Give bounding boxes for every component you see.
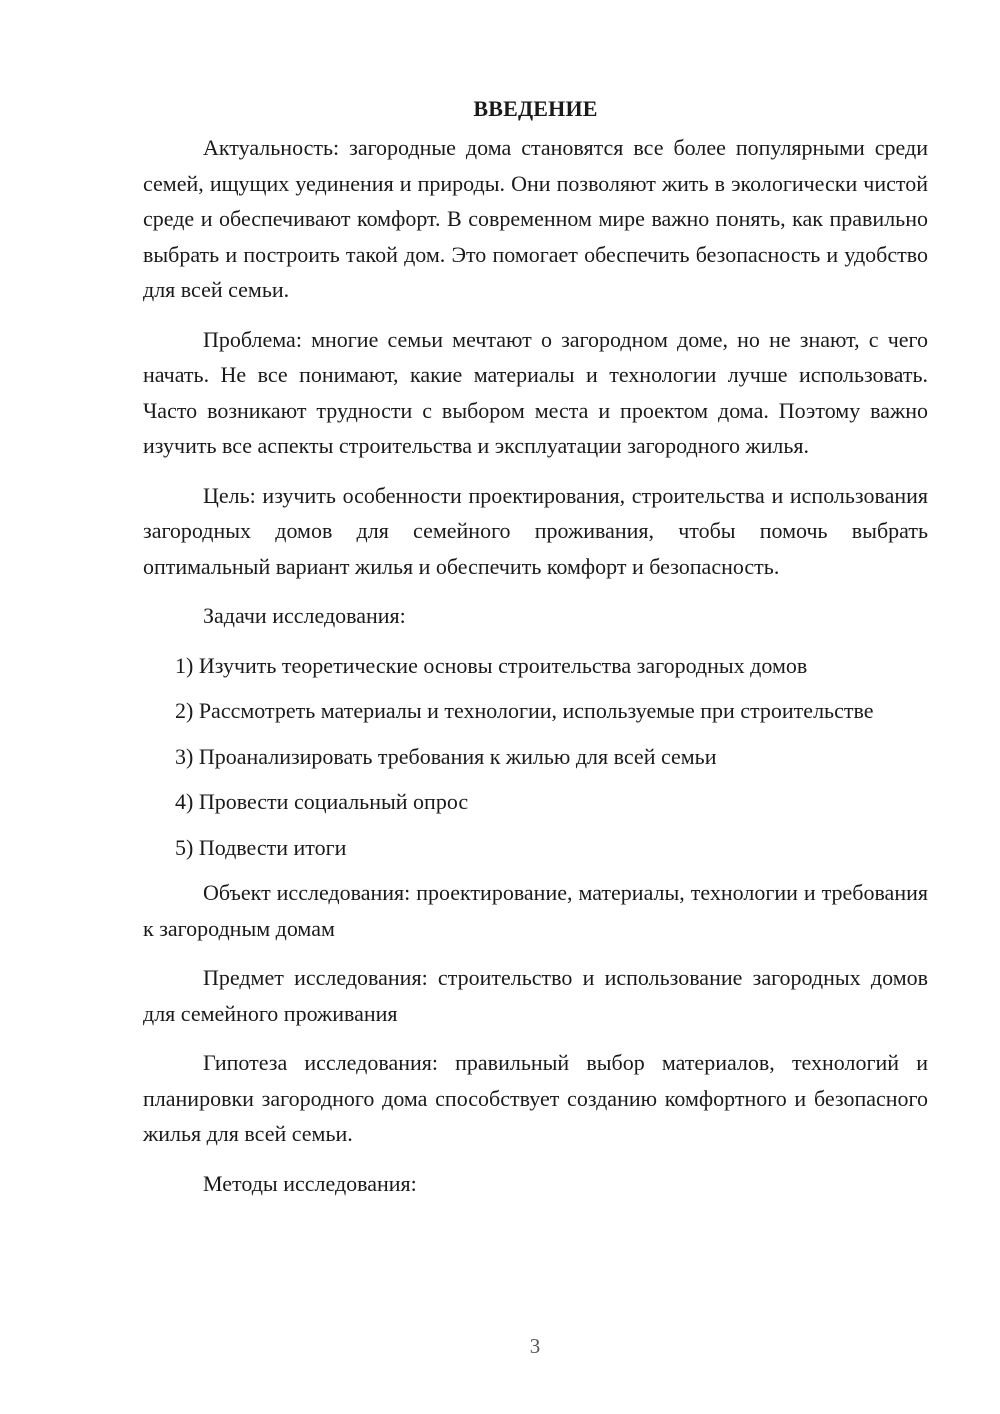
methods-title: Методы исследования: (203, 1170, 417, 1196)
task-item-1: 1) Изучить теоретические основы строительства загородных домов (175, 652, 808, 678)
task-item-3: 3) Проанализировать требования к жилью для всей семьи (175, 743, 717, 769)
page-number: 3 (529, 1334, 541, 1358)
tasks-title: Задачи исследования: (203, 603, 406, 628)
task-item-4: 4) Провести социальный опрос (175, 789, 469, 814)
paragraph-goal: Цель: изучить особенности проектирования, строительства и использования загородных домов для семейного проживания, чтобы помочь выбрать оптимальный вариант жилья и обеспечить комфорт и безопасность. (143, 482, 928, 579)
task-item-2: 2) Рассмотреть материалы и технологии, используемые при строительстве (175, 698, 874, 723)
paragraph-hypothesis: Гипотеза исследования: правильный выбор материалов, технологий и планировки загородного дома способствует созданию комфортного и безопасного жилья для всей семьи. (143, 1050, 928, 1146)
paragraph-subject: Предмет исследования: строительство и использование загородных домов для семейного проживания (143, 965, 928, 1026)
section-heading: ВВЕДЕНИЕ (473, 96, 598, 121)
paragraph-problem: Проблема: многие семьи мечтают о загородном доме, но не знают, с чего начать. Не все понимают, какие материалы и технологии лучше использовать. Часто возникают трудности с выбором места и проектом дома. Поэтому важно изучить все аспекты строительства и эксплуатации загородного жилья. (143, 326, 928, 458)
paragraph-object: Объект исследования: проектирование, материалы, технологии и требования к загородным домам (143, 880, 928, 941)
document-page (143, 92, 928, 1215)
paragraph-relevance: Актуальность: загородные дома становятся все более популярными среди семей, ищущих уединения и природы. Они позволяют жить в экологически чистой среде и обеспечивают комфорт. В современном мире важно понять, как правильно выбрать и построить такой дом. Это помогает обеспечить безопасность и удобство для всей семьи. (143, 135, 928, 302)
task-item-5: 5) Подвести итоги (175, 834, 347, 860)
